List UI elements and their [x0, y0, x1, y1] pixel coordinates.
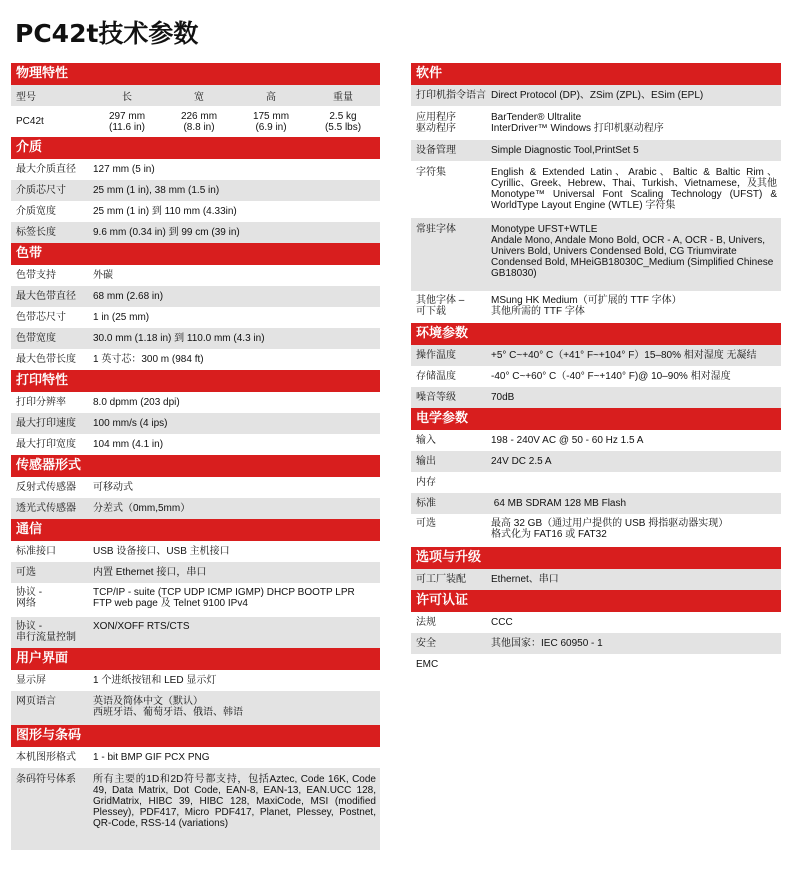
row-label: 介质宽度 — [16, 206, 56, 217]
row-label: 打印机指令语言 — [416, 90, 486, 101]
row-value: 25 mm (1 in), 38 mm (1.5 in) — [93, 185, 220, 196]
table-row — [411, 654, 781, 675]
table-row — [11, 159, 380, 180]
table-row — [411, 140, 781, 161]
row-label: 色带芯尺寸 — [16, 312, 66, 323]
row-value: +5° C~+40° C（+41° F~+104° F）15–80% 相对湿度 无凝结 — [491, 350, 757, 361]
table-row — [11, 617, 380, 648]
row-label: 输入 — [416, 435, 436, 446]
row-label: 标准 — [416, 498, 436, 509]
row-label: EMC — [416, 659, 439, 670]
table-row — [411, 569, 781, 590]
row-value: 1 英寸芯：300 m (984 ft) — [93, 354, 204, 365]
row-value: 100 mm/s (4 ips) — [93, 418, 168, 429]
row-value: 30.0 mm (1.18 in) 到 110.0 mm (4.3 in) — [93, 333, 265, 344]
table-row — [11, 349, 380, 370]
row-value: 所有主要的1D和2D符号都支持，包括Aztec, Code 16K, Code 49, Data Matrix, Dot Code, EAN-8, EAN-13, EAN.UCC 128, GridMatrix, HIBC 39, HIBC 128, MaxiCode, MSI (modified Plessey), PDF417, Micro PDF417, Planet, Plessey, Postnet, QR-Code, RSS-14 (variations) — [93, 774, 376, 829]
weight-value: 2.5 kg (5.5 lbs) — [324, 110, 362, 133]
row-label: 可选 — [16, 567, 36, 578]
row-label: 常驻字体 — [416, 224, 456, 235]
row-value: Direct Protocol (DP)、ZSim (ZPL)、ESim (EPL) — [491, 90, 704, 101]
table-row — [11, 201, 380, 222]
row-label: 网页语言 — [16, 696, 56, 707]
table-row — [411, 612, 781, 633]
row-value: 1 个进纸按钮和 LED 显示灯 — [93, 675, 217, 686]
row-label: 反射式传感器 — [16, 482, 76, 493]
table-row — [411, 633, 781, 654]
row-label: 本机图形格式 — [16, 752, 76, 763]
table-row — [11, 670, 380, 691]
row-label: 操作温度 — [416, 350, 456, 361]
table-row — [11, 747, 380, 768]
section-header-ui: 用户界面 — [11, 648, 380, 670]
row-label: 设备管理 — [416, 145, 456, 156]
row-value: BarTender® Ultralite InterDriver™ Windows 打印机驱动程序 — [491, 112, 664, 134]
row-label: 最大打印速度 — [16, 418, 76, 429]
row-value: 64 MB SDRAM 128 MB Flash — [491, 498, 627, 509]
row-label: 字符集 — [416, 167, 446, 178]
table-row — [411, 430, 781, 451]
table-row — [11, 265, 380, 286]
row-label: 介质芯尺寸 — [16, 185, 66, 196]
row-value: 最高 32 GB（通过用户提供的 USB 拇指驱动器实现） 格式化为 FAT16 或 FAT32 — [491, 518, 729, 540]
section-header-electrical: 电学参数 — [411, 408, 781, 430]
column-header-width: 宽 — [194, 92, 204, 103]
row-label: 最大色带直径 — [16, 291, 76, 302]
table-row — [411, 472, 781, 493]
section-header-software: 软件 — [411, 63, 781, 85]
row-value: TCP/IP - suite (TCP UDP ICMP IGMP) DHCP BOOTP LPR FTP web page 及 Telnet 9100 IPv4 — [93, 587, 355, 609]
row-label: 色带支持 — [16, 270, 56, 281]
table-row — [11, 498, 380, 519]
row-value: 70dB — [491, 392, 515, 403]
row-label: 可选 — [416, 518, 436, 529]
table-row — [11, 413, 380, 434]
column-header-model: 型号 — [16, 92, 36, 103]
table-row — [11, 541, 380, 562]
row-label: 输出 — [416, 456, 436, 467]
row-value: 8.0 dpmm (203 dpi) — [93, 397, 180, 408]
row-value: 英语及简体中文（默认） 西班牙语、葡萄牙语、俄语、韩语 — [93, 696, 243, 718]
table-row — [11, 222, 380, 243]
table-row — [11, 477, 380, 498]
row-value: 25 mm (1 in) 到 110 mm (4.33in) — [93, 206, 237, 217]
row-value: 1 in (25 mm) — [93, 312, 150, 323]
table-row — [11, 307, 380, 328]
section-header-printing: 打印特性 — [11, 370, 380, 392]
row-value: 分差式（0mm,5mm） — [93, 503, 191, 514]
section-header-options: 选项与升级 — [411, 547, 781, 569]
column-header-height: 高 — [266, 92, 276, 103]
row-value: CCC — [491, 617, 513, 628]
table-row — [11, 583, 380, 617]
row-value: Ethernet、串口 — [491, 574, 559, 585]
table-row — [411, 291, 781, 323]
width-value: 226 mm (8.8 in) — [180, 110, 218, 133]
length-value: 297 mm (11.6 in) — [108, 110, 146, 133]
row-value: MSung HK Medium（可扩展的 TTF 字体） 其他所需的 TTF 字体 — [491, 295, 682, 317]
page-title: PC42t技术参数 — [15, 19, 199, 48]
table-row — [411, 85, 781, 106]
section-header-certification: 许可认证 — [411, 590, 781, 612]
row-value: 68 mm (2.68 in) — [93, 291, 164, 302]
row-label: 协议 - 串行流量控制 — [16, 621, 76, 643]
row-value: Monotype UFST+WTLE Andale Mono, Andale Mono Bold, OCR - A, OCR - B, Univers, Univers Bold, Univers Condensed Bold, CG Triumvirate Condensed Bold, MHeiGB18030C_Medium (Simplified Chinese GB18030) — [491, 224, 774, 279]
column-header-weight: 重量 — [333, 92, 353, 103]
table-row — [11, 768, 380, 850]
left-column — [11, 63, 380, 850]
height-value: 175 mm (6.9 in) — [252, 110, 290, 133]
table-row — [411, 345, 781, 366]
row-label: 最大打印宽度 — [16, 439, 76, 450]
model-value: PC42t — [16, 116, 44, 127]
table-row — [11, 392, 380, 413]
section-header-media: 介质 — [11, 137, 380, 159]
row-value: 可移动式 — [93, 482, 133, 493]
row-value: XON/XOFF RTS/CTS — [93, 621, 190, 632]
table-row — [411, 514, 781, 547]
table-row — [411, 451, 781, 472]
row-value: 1 - bit BMP GIF PCX PNG — [93, 752, 210, 763]
section-header-environment: 环境参数 — [411, 323, 781, 345]
table-row — [411, 161, 781, 218]
row-value: 内置 Ethernet 接口，串口 — [93, 567, 207, 578]
row-value: -40° C~+60° C（-40° F~+140° F)@ 10–90% 相对湿度 — [491, 371, 731, 382]
table-row — [411, 387, 781, 408]
row-value: 其他国家：IEC 60950 - 1 — [491, 638, 603, 649]
section-header-ribbon: 色带 — [11, 243, 380, 265]
row-label: 其他字体 – 可下载 — [416, 295, 465, 317]
row-label: 协议 - 网络 — [16, 587, 43, 609]
row-label: 打印分辨率 — [16, 397, 66, 408]
table-row — [411, 493, 781, 514]
row-value: English & Extended Latin、Arabic、Baltic & Baltic Rim、Cyrillic、Greek、Hebrew、Thai、Turkish、Vietnamese，及其他 Monotype™ Universal Font Scaling Technology (UFST) & WorldType Layout Engine (WTLE) 字符集 — [491, 167, 777, 211]
row-label: 条码符号体系 — [16, 774, 76, 785]
table-row — [11, 691, 380, 725]
table-row — [11, 434, 380, 455]
row-label: 内存 — [416, 477, 436, 488]
table-row — [11, 562, 380, 583]
row-label: 法规 — [416, 617, 436, 628]
row-value: 198 - 240V AC @ 50 - 60 Hz 1.5 A — [491, 435, 644, 446]
row-value: 外碳 — [93, 270, 113, 281]
row-label: 透光式传感器 — [16, 503, 76, 514]
section-header-graphics: 图形与条码 — [11, 725, 380, 747]
row-label: 色带宽度 — [16, 333, 56, 344]
row-value: 24V DC 2.5 A — [491, 456, 552, 467]
row-value: Simple Diagnostic Tool,PrintSet 5 — [491, 145, 639, 156]
row-label: 显示屏 — [16, 675, 46, 686]
row-label: 标签长度 — [16, 227, 56, 238]
section-header-sensor: 传感器形式 — [11, 455, 380, 477]
row-label: 安全 — [416, 638, 436, 649]
section-header-physical: 物理特性 — [11, 63, 380, 85]
row-value: 104 mm (4.1 in) — [93, 439, 164, 450]
table-row — [411, 106, 781, 140]
row-label: 应用程序 驱动程序 — [416, 112, 456, 134]
row-value: 127 mm (5 in) — [93, 164, 155, 175]
column-header-length: 长 — [122, 92, 132, 103]
table-row — [11, 286, 380, 307]
table-row — [411, 366, 781, 387]
row-label: 可工厂装配 — [416, 574, 466, 585]
row-label: 最大色带长度 — [16, 354, 76, 365]
row-label: 标准接口 — [16, 546, 56, 557]
right-column — [411, 63, 781, 675]
row-label: 最大介质直径 — [16, 164, 76, 175]
table-row — [411, 218, 781, 291]
physical-values-row — [11, 106, 380, 137]
table-row — [11, 328, 380, 349]
section-header-comm: 通信 — [11, 519, 380, 541]
physical-column-headers — [11, 85, 380, 106]
row-label: 存储温度 — [416, 371, 456, 382]
row-value: USB 设备接口、USB 主机接口 — [93, 546, 230, 557]
table-row — [11, 180, 380, 201]
row-value: 9.6 mm (0.34 in) 到 99 cm (39 in) — [93, 227, 240, 238]
row-label: 噪音等级 — [416, 392, 456, 403]
